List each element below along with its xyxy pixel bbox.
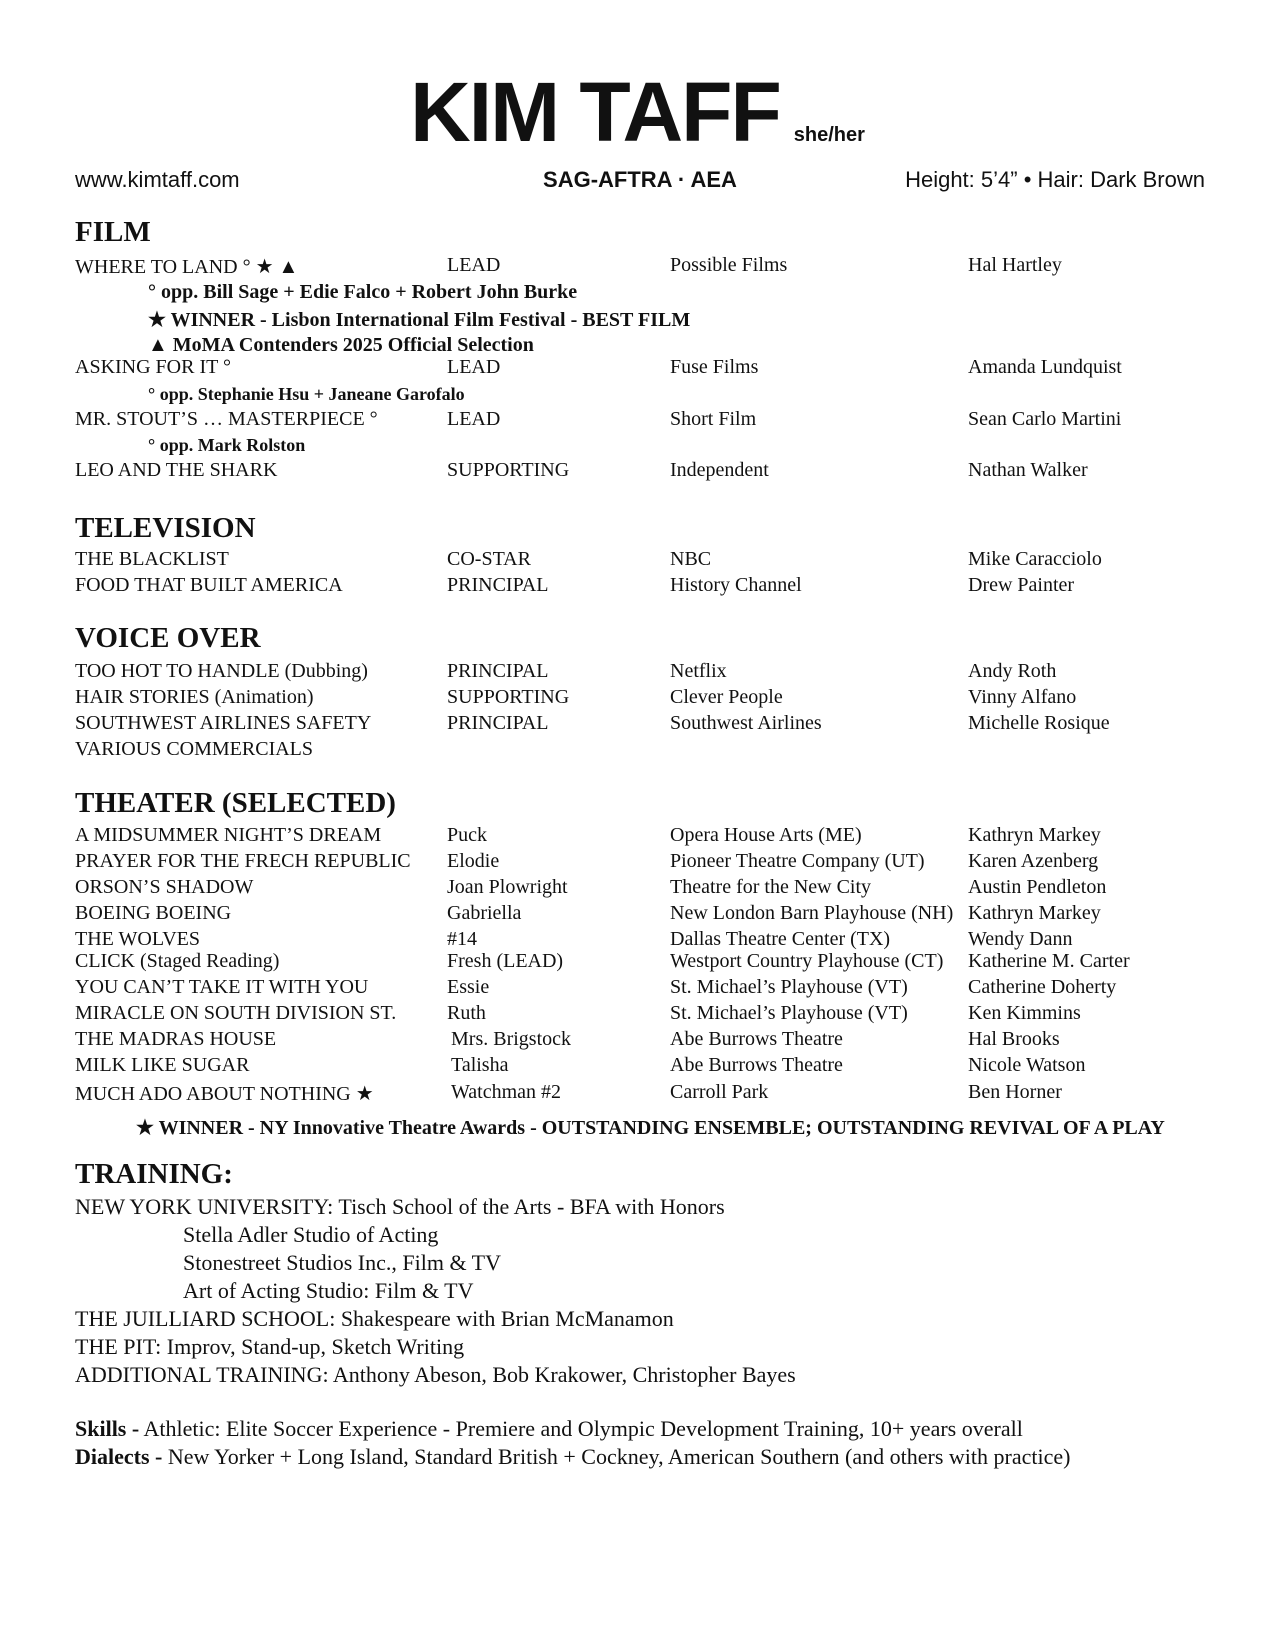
skills-label: Skills - bbox=[75, 1416, 140, 1441]
credit-title: CLICK (Staged Reading) bbox=[75, 950, 280, 972]
credit-role: LEAD bbox=[447, 356, 501, 378]
theater-row bbox=[75, 902, 1215, 928]
theater-row bbox=[75, 1081, 1215, 1107]
credit-director: Kathryn Markey bbox=[968, 902, 1101, 924]
credit-company: Clever People bbox=[670, 686, 783, 708]
credit-note: ° opp. Mark Rolston bbox=[148, 435, 306, 455]
physical-stats: Height: 5’4” • Hair: Dark Brown bbox=[905, 167, 1205, 192]
credit-role: Elodie bbox=[447, 850, 500, 872]
credit-company: Abe Burrows Theatre bbox=[670, 1028, 843, 1050]
credit-director: Wendy Dann bbox=[968, 928, 1073, 950]
film-row bbox=[75, 254, 1215, 280]
credit-role: Watchman #2 bbox=[451, 1081, 562, 1103]
contact-row bbox=[75, 167, 1205, 197]
credit-title: PRAYER FOR THE FRECH REPUBLIC bbox=[75, 850, 411, 872]
credit-role: PRINCIPAL bbox=[447, 660, 549, 682]
credit-title: SOUTHWEST AIRLINES SAFETY bbox=[75, 712, 372, 734]
credit-director: Mike Caracciolo bbox=[968, 548, 1102, 570]
credit-title: MUCH ADO ABOUT NOTHING ★ bbox=[75, 1083, 374, 1105]
credit-company: Southwest Airlines bbox=[670, 712, 822, 734]
credit-company: Short Film bbox=[670, 408, 757, 430]
credit-role: SUPPORTING bbox=[447, 459, 570, 481]
credit-company: Westport Country Playhouse (CT) bbox=[670, 950, 944, 972]
skills-line bbox=[75, 1416, 1023, 1442]
theater-row bbox=[75, 1002, 1215, 1028]
credit-role: Ruth bbox=[447, 1002, 486, 1024]
credit-director: Ken Kimmins bbox=[968, 1002, 1081, 1024]
credit-company: Carroll Park bbox=[670, 1081, 769, 1103]
pronouns: she/her bbox=[793, 124, 865, 146]
section-title-television: TELEVISION bbox=[75, 512, 256, 544]
credit-role: PRINCIPAL bbox=[447, 712, 549, 734]
credit-role: LEAD bbox=[447, 408, 501, 430]
credit-company: NBC bbox=[670, 548, 712, 570]
film-row bbox=[75, 408, 1215, 434]
credit-role: SUPPORTING bbox=[447, 686, 570, 708]
voice-over-row bbox=[75, 712, 1215, 738]
credit-director: Sean Carlo Martini bbox=[968, 408, 1122, 430]
credit-director: Kathryn Markey bbox=[968, 824, 1101, 846]
film-row bbox=[75, 356, 1215, 382]
credit-title: LEO AND THE SHARK bbox=[75, 459, 278, 481]
theater-row bbox=[75, 876, 1215, 902]
credit-title: BOEING BOEING bbox=[75, 902, 232, 924]
voice-over-row bbox=[75, 686, 1215, 712]
training-line: ADDITIONAL TRAINING: Anthony Abeson, Bob Krakower, Christopher Bayes bbox=[75, 1362, 796, 1387]
credit-company: Abe Burrows Theatre bbox=[670, 1054, 843, 1076]
credit-role: Talisha bbox=[451, 1054, 509, 1076]
credit-role: Fresh (LEAD) bbox=[447, 950, 564, 972]
voice-over-row bbox=[75, 738, 1215, 764]
credit-title: HAIR STORIES (Animation) bbox=[75, 686, 314, 708]
credit-note: ★ WINNER - Lisbon International Film Festival - BEST FILM bbox=[148, 309, 691, 331]
credit-title: WHERE TO LAND ° ★ ▲ bbox=[75, 256, 299, 278]
credit-director: Ben Horner bbox=[968, 1081, 1062, 1103]
credit-title: MIRACLE ON SOUTH DIVISION ST. bbox=[75, 1002, 397, 1024]
credit-company: Independent bbox=[670, 459, 769, 481]
credit-company: Opera House Arts (ME) bbox=[670, 824, 862, 846]
credit-director: Drew Painter bbox=[968, 574, 1075, 596]
credit-title: YOU CAN’T TAKE IT WITH YOU bbox=[75, 976, 369, 998]
theater-row bbox=[75, 1028, 1215, 1054]
section-title-theater: THEATER (SELECTED) bbox=[75, 787, 396, 819]
credit-company: St. Michael’s Playhouse (VT) bbox=[670, 976, 908, 998]
dialects-line bbox=[75, 1444, 1070, 1470]
credit-company: Theatre for the New City bbox=[670, 876, 872, 898]
credit-title: FOOD THAT BUILT AMERICA bbox=[75, 574, 343, 596]
dialects-text: New Yorker + Long Island, Standard British + Cockney, American Southern (and others with practice) bbox=[167, 1444, 1071, 1469]
credit-company: St. Michael’s Playhouse (VT) bbox=[670, 1002, 908, 1024]
theater-row bbox=[75, 976, 1215, 1002]
credit-role: Mrs. Brigstock bbox=[451, 1028, 571, 1050]
credit-director: Austin Pendleton bbox=[968, 876, 1107, 898]
credit-title: TOO HOT TO HANDLE (Dubbing) bbox=[75, 660, 368, 682]
theater-row bbox=[75, 824, 1215, 850]
credit-company: Netflix bbox=[670, 660, 727, 682]
credit-role: CO-STAR bbox=[447, 548, 531, 570]
training-line: Stonestreet Studios Inc., Film & TV bbox=[183, 1250, 501, 1275]
training-line: Stella Adler Studio of Acting bbox=[183, 1222, 439, 1247]
training-line: THE JUILLIARD SCHOOL: Shakespeare with Brian McManamon bbox=[75, 1306, 674, 1331]
theater-award-note: ★ WINNER - NY Innovative Theatre Awards - OUTSTANDING ENSEMBLE; OUTSTANDING REVIVAL OF A PLAY bbox=[136, 1117, 1165, 1139]
skills-text: Athletic: Elite Soccer Experience - Premiere and Olympic Development Training, 10+ years overall bbox=[143, 1416, 1023, 1441]
section-title-training: TRAINING: bbox=[75, 1158, 233, 1190]
film-row bbox=[75, 459, 1215, 485]
credit-director: Vinny Alfano bbox=[968, 686, 1077, 708]
credit-director: Andy Roth bbox=[968, 660, 1057, 682]
theater-row bbox=[75, 950, 1215, 976]
voice-over-row bbox=[75, 660, 1215, 686]
credit-title: THE MADRAS HOUSE bbox=[75, 1028, 277, 1050]
theater-row bbox=[75, 850, 1215, 876]
credit-title: THE BLACKLIST bbox=[75, 548, 229, 570]
credit-role: #14 bbox=[447, 928, 477, 950]
training-line: THE PIT: Improv, Stand-up, Sketch Writing bbox=[75, 1334, 465, 1359]
credit-director: Catherine Doherty bbox=[968, 976, 1117, 998]
credit-title: MR. STOUT’S … MASTERPIECE ° bbox=[75, 408, 378, 430]
television-row bbox=[75, 574, 1215, 600]
credit-title: ORSON’S SHADOW bbox=[75, 876, 254, 898]
credit-role: Joan Plowright bbox=[447, 876, 568, 898]
credit-company: Fuse Films bbox=[670, 356, 759, 378]
credit-title: ASKING FOR IT ° bbox=[75, 356, 231, 378]
credit-note: ° opp. Stephanie Hsu + Janeane Garofalo bbox=[148, 384, 465, 404]
website-link[interactable]: www.kimtaff.com bbox=[75, 167, 240, 192]
union-affiliations: SAG-AFTRA · AEA bbox=[543, 167, 737, 192]
credit-company: Possible Films bbox=[670, 254, 788, 276]
credit-director: Hal Brooks bbox=[968, 1028, 1060, 1050]
training-line: Art of Acting Studio: Film & TV bbox=[183, 1278, 474, 1303]
credit-role: PRINCIPAL bbox=[447, 574, 549, 596]
header bbox=[0, 65, 1275, 159]
theater-row bbox=[75, 1054, 1215, 1080]
credit-director: Katherine M. Carter bbox=[968, 950, 1130, 972]
credit-company: History Channel bbox=[670, 574, 802, 596]
credit-title: MILK LIKE SUGAR bbox=[75, 1054, 250, 1076]
credit-company: Pioneer Theatre Company (UT) bbox=[670, 850, 925, 872]
credit-role: Puck bbox=[447, 824, 487, 846]
credit-director: Nicole Watson bbox=[968, 1054, 1086, 1076]
credit-role: Gabriella bbox=[447, 902, 522, 924]
credit-company: Dallas Theatre Center (TX) bbox=[670, 928, 891, 950]
dialects-label: Dialects - bbox=[75, 1444, 163, 1469]
television-row bbox=[75, 548, 1215, 574]
credit-director: Hal Hartley bbox=[968, 254, 1062, 276]
credit-note: ° opp. Bill Sage + Edie Falco + Robert John Burke bbox=[148, 281, 578, 303]
credit-title: VARIOUS COMMERCIALS bbox=[75, 738, 314, 760]
credit-director: Nathan Walker bbox=[968, 459, 1088, 481]
credit-title: THE WOLVES bbox=[75, 928, 200, 950]
credit-director: Michelle Rosique bbox=[968, 712, 1110, 734]
credit-note: ▲ MoMA Contenders 2025 Official Selection bbox=[148, 334, 534, 356]
credit-title: A MIDSUMMER NIGHT’S DREAM bbox=[75, 824, 382, 846]
section-title-voice-over: VOICE OVER bbox=[75, 622, 261, 654]
credit-role: LEAD bbox=[447, 254, 501, 276]
section-title-film: FILM bbox=[75, 216, 151, 248]
credit-role: Essie bbox=[447, 976, 490, 998]
actor-name: KIM TAFF bbox=[410, 65, 780, 159]
credit-company: New London Barn Playhouse (NH) bbox=[670, 902, 954, 924]
training-line: NEW YORK UNIVERSITY: Tisch School of the Arts - BFA with Honors bbox=[75, 1194, 725, 1219]
credit-director: Amanda Lundquist bbox=[968, 356, 1122, 378]
credit-director: Karen Azenberg bbox=[968, 850, 1099, 872]
